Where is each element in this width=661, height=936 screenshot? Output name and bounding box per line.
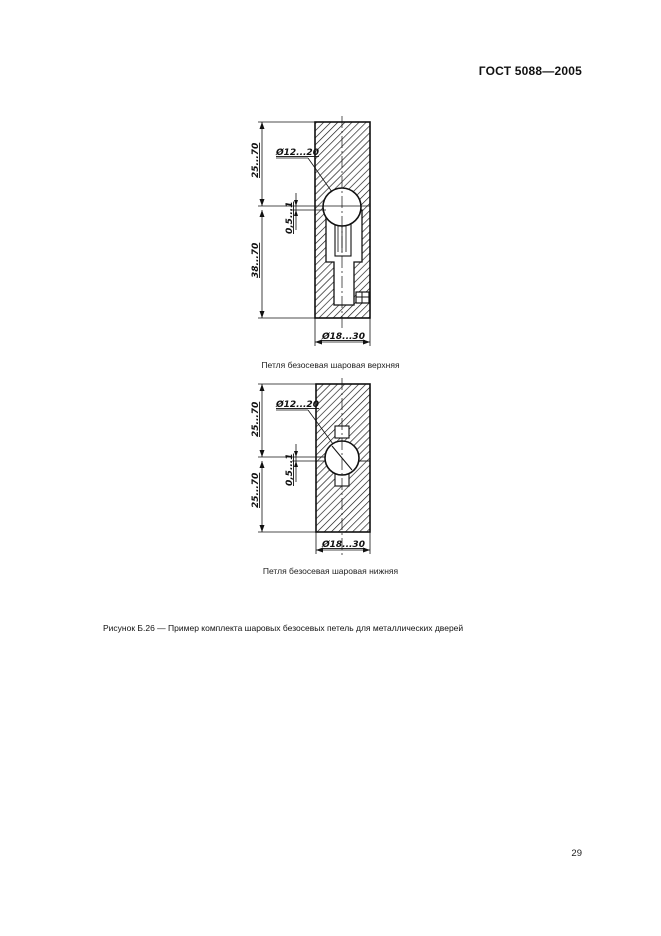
figure-caption: Рисунок Б.26 — Пример комплекта шаровых безосевых петель для металлических дверей [103, 623, 464, 633]
lower-width-dim: Ø18...30 [322, 540, 365, 550]
upper-gap-dim: 0,5...1 [285, 201, 295, 234]
lower-hinge-drawing [251, 378, 370, 556]
upper-hinge-drawing [251, 116, 370, 346]
page-number: 29 [571, 848, 582, 859]
upper-hinge-caption: Петля безосевая шаровая верхняя [261, 360, 400, 370]
lower-lower-height-dim: 25...70 [251, 472, 261, 508]
lower-ball-dim: Ø12...20 [276, 400, 319, 410]
lower-hinge-caption: Петля безосевая шаровая нижняя [262, 566, 399, 576]
lower-gap-dim: 0,5...1 [285, 453, 295, 486]
upper-lower-height-dim: 38...70 [251, 242, 261, 278]
standard-header: ГОСТ 5088—2005 [478, 64, 582, 78]
upper-ball-dim: Ø12...20 [276, 148, 319, 158]
lower-upper-height-dim: 25...70 [251, 401, 261, 437]
upper-width-dim: Ø18...30 [322, 332, 365, 342]
upper-height-dim: 25...70 [251, 142, 261, 178]
